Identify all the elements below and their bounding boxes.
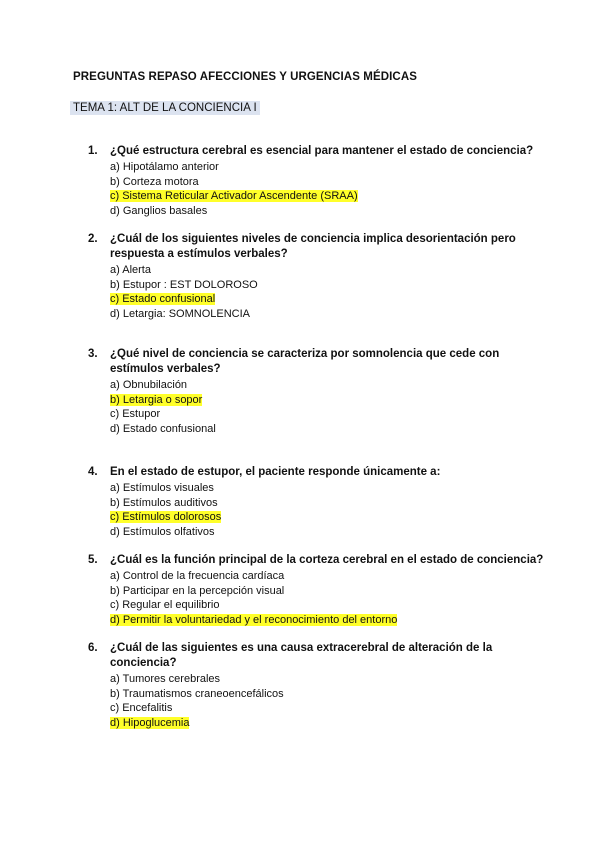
- answer-options: [110, 263, 548, 322]
- answer-option-c: [110, 292, 548, 307]
- answer-option-d: [110, 716, 548, 731]
- question-text: ¿Qué nivel de conciencia se caracteriza por somnolencia que cede con estímulos verbales?: [110, 348, 500, 375]
- highlighted-answer: c) Sistema Reticular Activador Ascendente (SRAA): [110, 190, 358, 203]
- answer-option-a: a) Control de la frecuencia cardíaca: [110, 570, 285, 582]
- answer-option-a: a) Estímulos visuales: [110, 482, 214, 494]
- highlighted-answer: c) Estímulos dolorosos: [110, 511, 222, 524]
- question-number: 1.: [88, 145, 98, 157]
- answer-option-d: [110, 613, 548, 628]
- question-number: 3.: [88, 348, 98, 360]
- question-3: [88, 347, 548, 437]
- question-text: ¿Cuál de las siguientes es una causa extracerebral de alteración de la conciencia?: [110, 642, 493, 669]
- answer-option-a: a) Obnubilación: [110, 379, 188, 391]
- question-text: En el estado de estupor, el paciente responde únicamente a:: [110, 466, 441, 478]
- answer-options: [110, 378, 548, 437]
- question-4: [88, 465, 548, 540]
- question-number: 2.: [88, 233, 98, 245]
- question-text: ¿Cuál es la función principal de la corteza cerebral en el estado de conciencia?: [110, 554, 544, 566]
- answer-option-c: [110, 510, 548, 525]
- answer-option-d: d) Estado confusional: [110, 423, 216, 436]
- answer-option-b: b) Estupor : EST DOLOROSO: [110, 278, 258, 291]
- question-5: [88, 553, 548, 628]
- question-text: ¿Qué estructura cerebral es esencial para mantener el estado de conciencia?: [110, 145, 534, 157]
- question-number: 6.: [88, 642, 98, 654]
- highlighted-answer: b) Letargia o sopor: [110, 393, 203, 406]
- answer-option-c: c) Estupor: [110, 408, 161, 421]
- question-number: 4.: [88, 466, 98, 478]
- answer-option-b: [110, 393, 548, 408]
- answer-option-c: [110, 189, 548, 204]
- answer-option-c: c) Regular el equilibrio: [110, 599, 220, 612]
- question-number: 5.: [88, 554, 98, 566]
- answer-option-b: b) Participar en la percepción visual: [110, 584, 285, 597]
- document-title: PREGUNTAS REPASO AFECCIONES Y URGENCIAS MÉDICAS: [73, 71, 417, 83]
- answer-option-a: a) Hipotálamo anterior: [110, 161, 219, 173]
- answer-option-d: d) Ganglios basales: [110, 205, 208, 218]
- answer-option-d: d) Letargia: SOMNOLENCIA: [110, 308, 250, 321]
- answer-option-d: d) Estímulos olfativos: [110, 526, 215, 539]
- answer-option-b: b) Estímulos auditivos: [110, 496, 218, 509]
- highlighted-answer: c) Estado confusional: [110, 293, 216, 306]
- question-2: [88, 232, 548, 322]
- answer-option-a: a) Alerta: [110, 264, 151, 276]
- answer-options: [110, 569, 548, 628]
- question-text: ¿Cuál de los siguientes niveles de conciencia implica desorientación pero respuesta a estímulos verbales?: [110, 233, 516, 260]
- section-heading: TEMA 1: ALT DE LA CONCIENCIA I: [70, 101, 260, 115]
- answer-options: [110, 672, 548, 731]
- answer-option-b: b) Traumatismos craneoencefálicos: [110, 687, 284, 700]
- question-1: [88, 144, 548, 219]
- answer-options: [110, 160, 548, 219]
- answer-option-c: c) Encefalitis: [110, 702, 173, 715]
- answer-option-b: b) Corteza motora: [110, 175, 199, 188]
- highlighted-answer: d) Hipoglucemia: [110, 717, 190, 730]
- highlighted-answer: d) Permitir la voluntariedad y el reconocimiento del entorno: [110, 614, 398, 627]
- answer-option-a: a) Tumores cerebrales: [110, 673, 221, 685]
- answer-options: [110, 481, 548, 540]
- question-6: [88, 641, 548, 731]
